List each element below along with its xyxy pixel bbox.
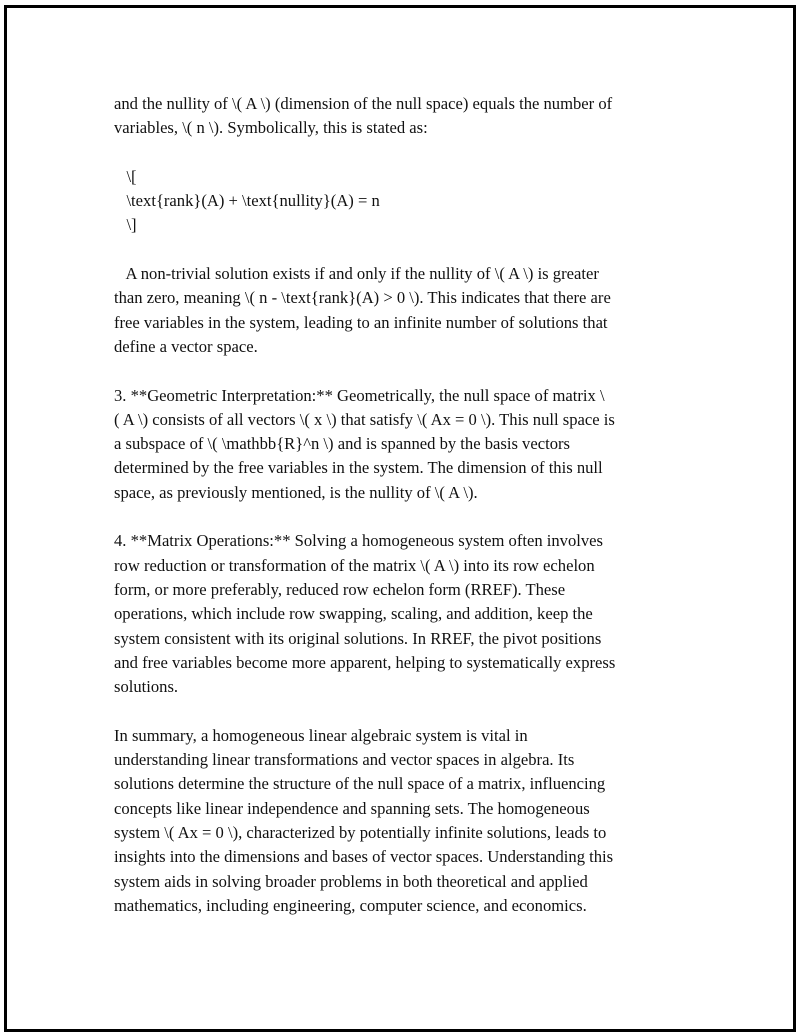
text-line: than zero, meaning \( n - \text{rank}(A) > 0 \). This indicates that there are	[114, 288, 611, 308]
text-line: form, or more preferably, reduced row echelon form (RREF). These	[114, 579, 566, 599]
equation-body: \text{rank}(A) + \text{nullity}(A) = n	[114, 191, 380, 211]
blank-line	[114, 699, 679, 723]
text-line: and the nullity of \( A \) (dimension of the null space) equals the number of	[114, 94, 613, 113]
blank-line	[114, 141, 679, 165]
document-body	[114, 92, 679, 918]
text-line: system aids in solving broader problems in both theoretical and applied	[114, 871, 588, 891]
text-line: solutions.	[114, 677, 179, 697]
text-line: row reduction or transformation of the matrix \( A \) into its row echelon	[114, 555, 595, 575]
text-line: understanding linear transformations and vector spaces in algebra. Its	[114, 750, 575, 770]
text-line: free variables in the system, leading to an infinite number of solutions that	[114, 312, 608, 332]
text-line: space, as previously mentioned, is the nullity of \( A \).	[114, 482, 478, 502]
blank-line	[114, 238, 679, 262]
text-line: solutions determine the structure of the null space of a matrix, influencing	[114, 774, 606, 794]
text-line: mathematics, including engineering, computer science, and economics.	[114, 895, 587, 915]
summary-line: In summary, a homogeneous linear algebraic system is vital in	[114, 725, 528, 745]
text-line: determined by the free variables in the system. The dimension of this null	[114, 458, 603, 478]
blank-line	[114, 359, 679, 383]
text-line: operations, which include row swapping, scaling, and addition, keep the	[114, 604, 593, 624]
blank-line	[114, 505, 679, 529]
text-line: variables, \( n \). Symbolically, this is stated as:	[114, 118, 428, 138]
text-line: insights into the dimensions and bases of vector spaces. Understanding this	[114, 847, 614, 867]
text-line: system consistent with its original solutions. In RREF, the pivot positions	[114, 628, 602, 648]
text-line: and free variables become more apparent, helping to systematically express	[114, 652, 616, 672]
text-line: A non-trivial solution exists if and only if the nullity of \( A \) is greater	[114, 264, 599, 284]
text-line: a subspace of \( \mathbb{R}^n \) and is spanned by the basis vectors	[114, 434, 570, 454]
equation-close: \]	[114, 215, 137, 235]
section-3-heading-line: 3. **Geometric Interpretation:** Geometrically, the null space of matrix \	[114, 385, 605, 405]
section-4-heading-line: 4. **Matrix Operations:** Solving a homogeneous system often involves	[114, 531, 603, 551]
text-line: define a vector space.	[114, 336, 258, 356]
text-line: system \( Ax = 0 \), characterized by potentially infinite solutions, leads to	[114, 822, 607, 842]
equation-open: \[	[114, 166, 137, 186]
text-line: ( A \) consists of all vectors \( x \) that satisfy \( Ax = 0 \). This null space is	[114, 409, 615, 429]
text-line: concepts like linear independence and spanning sets. The homogeneous	[114, 798, 590, 818]
